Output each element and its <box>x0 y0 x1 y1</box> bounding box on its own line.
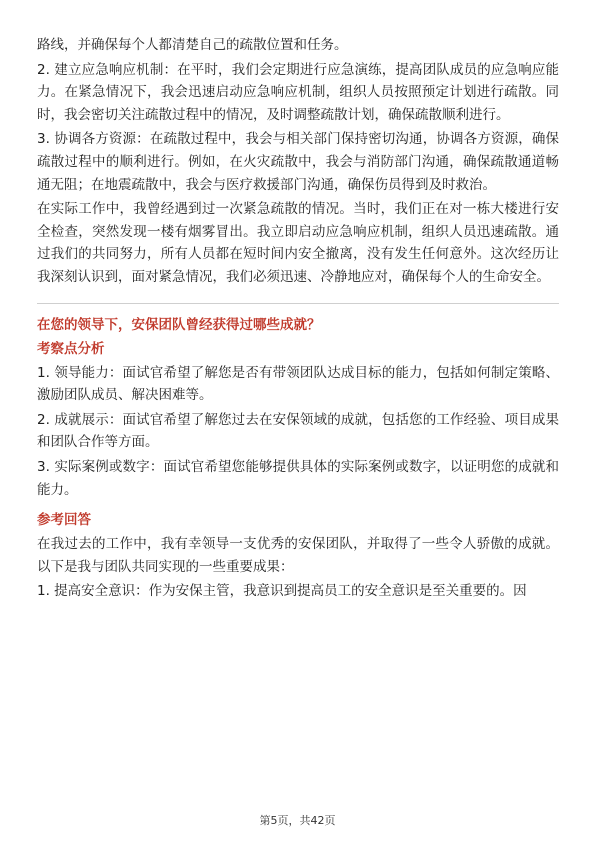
page-number-footer: 第5页，共42页 <box>259 814 336 827</box>
question-heading: 在您的领导下，安保团队曾经获得过哪些成就？ <box>37 316 321 333</box>
body-paragraph-4: 在实际工作中，我曾经遇到过一次紧急疏散的情况。当时，我们正在对一栋大楼进行安全检查，突然发现一楼有烟雾冒出。我立即启动应急响应机制，组织人员迅速疏散。通过我们的共同努力，所有人员都在短时间内安全撤离，没有发生任何意外。这次经历让我深刻认识到，面对紧急情况，我们必须迅速、冷静地应对，确保每个人的生命安全。 <box>37 201 559 285</box>
analysis-item-2: 2. 成就展示：面试官希望了解您过去在安保领域的成就，包括您的工作经验、项目成果和团队合作等方面。 <box>37 411 559 451</box>
analysis-item-3: 3. 实际案例或数字：面试官希望您能够提供具体的实际案例或数字，以证明您的成就和能力。 <box>37 458 559 498</box>
answer-paragraph-1: 在我过去的工作中，我有幸领导一支优秀的安保团队，并取得了一些令人骄傲的成就。以下是我与团队共同实现的一些重要成果： <box>37 536 559 575</box>
section-divider <box>37 303 559 304</box>
answer-heading: 参考回答 <box>37 512 91 529</box>
analysis-heading: 考察点分析 <box>37 340 105 357</box>
page-content <box>37 34 559 605</box>
answer-paragraph-2: 1. 提高安全意识：作为安保主管，我意识到提高员工的安全意识是至关重要的。因 <box>37 583 527 600</box>
analysis-item-1: 1. 领导能力：面试官希望了解您是否有带领团队达成目标的能力，包括如何制定策略、激励团队成员、解决困难等。 <box>37 364 559 404</box>
body-paragraph-1: 路线，并确保每个人都清楚自己的疏散位置和任务。 <box>37 37 348 53</box>
body-paragraph-2: 2. 建立应急响应机制：在平时，我们会定期进行应急演练，提高团队成员的应急响应能力。在紧急情况下，我会迅速启动应急响应机制，组织人员按照预定计划进行疏散。同时，我会密切关注疏散过程中的情况，及时调整疏散计划，确保疏散顺利进行。 <box>37 61 559 123</box>
body-paragraph-3: 3. 协调各方资源：在疏散过程中，我会与相关部门保持密切沟通，协调各方资源，确保疏散过程中的顺利进行。例如，在火灾疏散中，我会与消防部门沟通，确保疏散通道畅通无阻；在地震疏散中，我会与医疗救援部门沟通，确保伤员得到及时救治。 <box>37 131 559 193</box>
